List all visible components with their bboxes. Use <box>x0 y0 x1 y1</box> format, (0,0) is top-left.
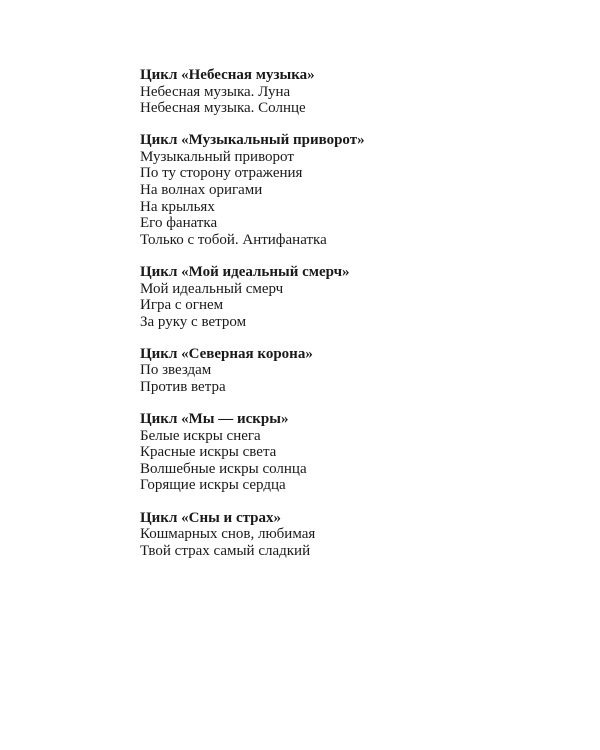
cycle-section <box>140 264 560 330</box>
book-title: Небесная музыка. Солнце <box>140 100 306 117</box>
book-title: Горящие искры сердца <box>140 477 286 494</box>
book-title: На волнах оригами <box>140 182 263 199</box>
cycle-title: Цикл «Музыкальный приворот» <box>140 132 365 149</box>
cycle-title: Цикл «Мы — искры» <box>140 411 289 428</box>
book-title: Его фанатка <box>140 215 218 232</box>
book-title: Против ветра <box>140 379 226 395</box>
book-title: Музыкальный приворот <box>140 148 294 165</box>
book-title: Красные искры света <box>140 444 277 461</box>
book-title: Только с тобой. Антифанатка <box>140 231 327 248</box>
cycle-section <box>140 411 560 494</box>
cycle-title: Цикл «Сны и страх» <box>140 509 281 526</box>
cycle-title: Цикл «Мой идеальный смерч» <box>140 263 350 280</box>
book-title: На крыльях <box>140 198 215 215</box>
book-title: Игра с огнем <box>140 297 224 314</box>
cycle-section <box>140 346 560 396</box>
cycle-title: Цикл «Северная корона» <box>140 345 313 362</box>
book-title: За руку с ветром <box>140 313 247 330</box>
book-title: Твой страх самый сладкий <box>140 542 311 559</box>
cycle-section <box>140 67 560 117</box>
book-title: Белые искры снега <box>140 427 261 444</box>
book-title: Мой идеальный смерч <box>140 280 284 297</box>
book-title: По звездам <box>140 362 212 379</box>
book-title: По ту сторону отражения <box>140 165 303 182</box>
book-title: Небесная музыка. Луна <box>140 83 291 100</box>
cycle-title: Цикл «Небесная музыка» <box>140 67 315 83</box>
book-list-page <box>140 67 560 575</box>
cycle-section <box>140 132 560 248</box>
book-title: Кошмарных снов, любимая <box>140 526 316 543</box>
book-title: Волшебные искры солнца <box>140 460 307 477</box>
cycle-section <box>140 510 560 560</box>
